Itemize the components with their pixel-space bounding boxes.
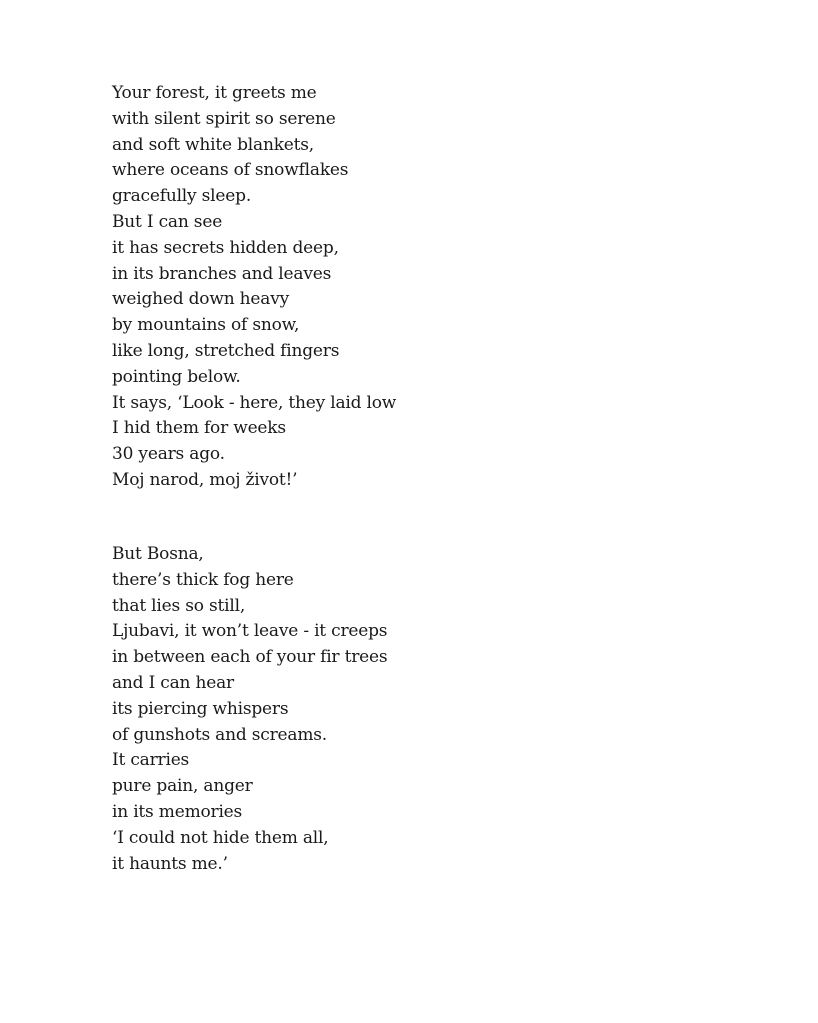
- poem-line: and soft white blankets,: [112, 134, 315, 155]
- poem-line: Moj narod, moj život!’: [112, 469, 298, 490]
- poem-line: that lies so still,: [112, 595, 246, 616]
- poem-line: Your forest, it greets me: [112, 83, 317, 103]
- poem-line: It carries: [112, 750, 190, 771]
- poem-line: in between each of your fir trees: [112, 647, 388, 668]
- poem-line: pure pain, anger: [112, 776, 253, 797]
- poem-line: there’s thick fog here: [112, 569, 294, 590]
- stanza-2: [112, 542, 387, 877]
- poem-line: 30 years ago.: [112, 444, 225, 465]
- poem-line: in its branches and leaves: [112, 263, 332, 284]
- stanza-1: [112, 81, 396, 494]
- poem-line: But Bosna,: [112, 544, 204, 564]
- poem-line: It says, ‘Look - here, they laid low: [112, 392, 397, 413]
- poem-line: gracefully sleep.: [112, 186, 252, 207]
- poem-line: pointing below.: [112, 366, 241, 387]
- poem-line: like long, stretched fingers: [112, 340, 340, 361]
- poem-line: by mountains of snow,: [112, 315, 300, 336]
- poem-line: of gunshots and screams.: [112, 724, 327, 745]
- poem-line: ‘I could not hide them all,: [112, 827, 329, 848]
- poem-line: in its memories: [112, 801, 243, 822]
- poem-line: it has secrets hidden deep,: [112, 237, 339, 258]
- poem-line: where oceans of snowflakes: [112, 160, 349, 181]
- poem-line: I hid them for weeks: [112, 418, 286, 439]
- poem-line: weighed down heavy: [112, 289, 290, 310]
- poem-line: its piercing whispers: [112, 698, 289, 719]
- poem-line: and I can hear: [112, 672, 234, 693]
- poem-line: Ljubavi, it won’t leave - it creeps: [112, 621, 388, 642]
- poem-line: with silent spirit so serene: [112, 108, 336, 129]
- poem-line: But I can see: [112, 211, 223, 232]
- poem-line: it haunts me.’: [112, 853, 228, 874]
